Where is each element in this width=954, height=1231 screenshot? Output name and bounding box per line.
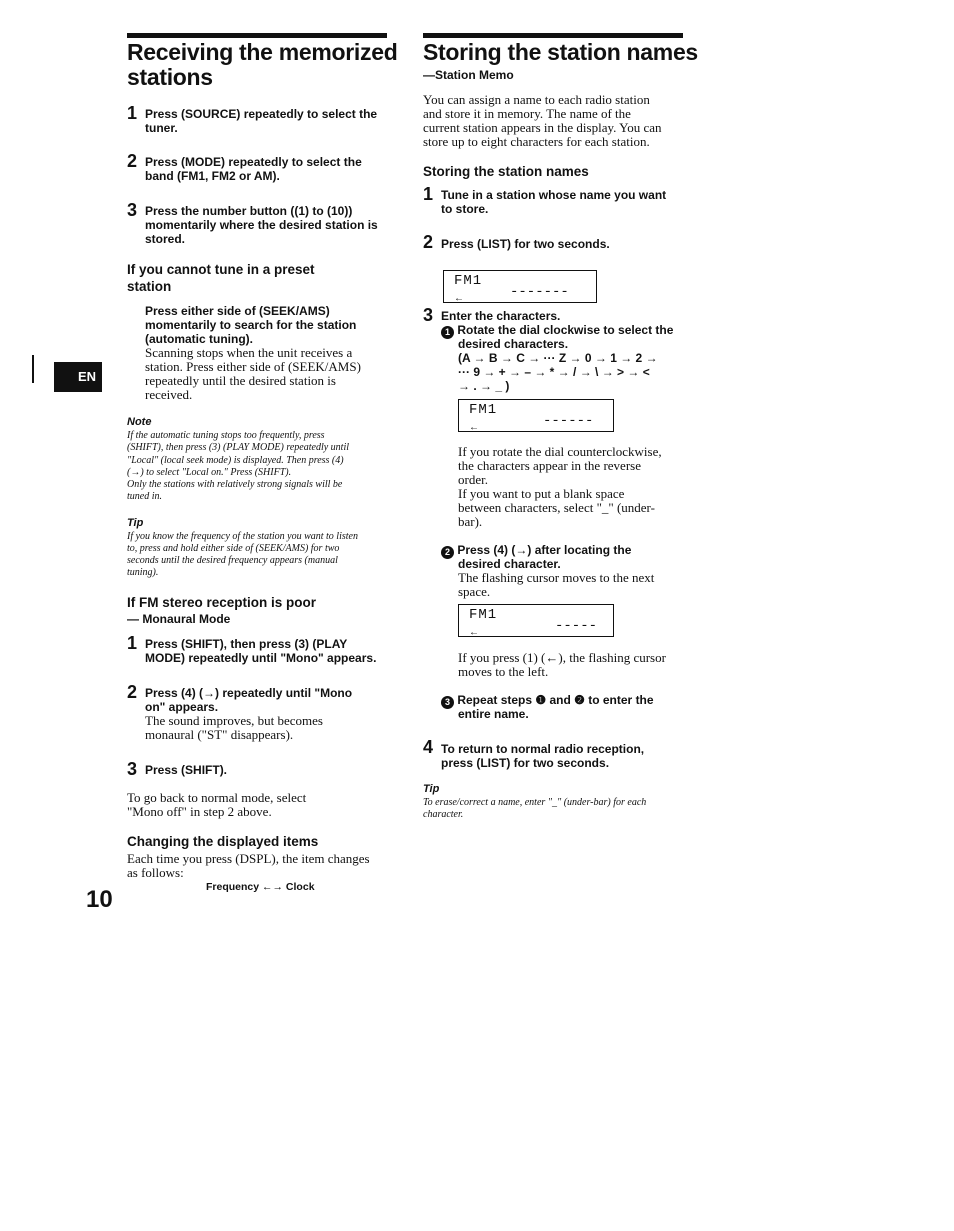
step-text: MODE) repeatedly until "Mono" appears.	[145, 651, 377, 665]
step-text: Press (SHIFT).	[145, 763, 228, 777]
step-body: bar).	[458, 514, 483, 529]
lcd-cursor-dashes: -------	[510, 284, 569, 300]
lcd-display-3	[458, 604, 614, 637]
display-sequence: Frequency ←→ Clock	[206, 881, 315, 893]
step-body: between characters, select "_" (under-	[458, 500, 655, 515]
tip-text: character.	[423, 809, 464, 820]
step-body: The sound improves, but becomes	[145, 713, 323, 728]
step-number: 2	[127, 682, 138, 702]
step-number: 4	[423, 737, 434, 757]
step-body: the characters appear in the reverse	[458, 458, 641, 473]
step-text: band (FM1, FM2 or AM).	[145, 169, 280, 183]
tip-label: Tip	[423, 783, 440, 795]
intro-text: and store it in memory. The name of the	[423, 106, 631, 121]
circled-three-icon: 3	[441, 696, 454, 709]
substep-text: entire name.	[458, 707, 529, 721]
language-tab: EN	[54, 362, 102, 392]
step-number: 3	[127, 200, 138, 220]
tip-text: tuning).	[127, 567, 159, 578]
substep-label: Press (4) (→) after locating the	[457, 543, 632, 557]
mono-subheading: — Monaural Mode	[127, 612, 231, 626]
lcd-display-1	[443, 270, 597, 303]
step-text: Press the number button ((1) to (10))	[145, 204, 353, 218]
preset-heading: If you cannot tune in a preset	[127, 262, 315, 277]
step-number: 1	[127, 633, 138, 653]
circled-two-icon: 2	[441, 546, 454, 559]
step-text: momentarily where the desired station is	[145, 218, 378, 232]
preset-body: Scanning stops when the unit receives a	[145, 345, 353, 360]
step-text: Press (MODE) repeatedly to select the	[145, 155, 362, 169]
step-body: monaural ("ST" disappears).	[145, 727, 294, 742]
tip-text: to, press and hold either side of (SEEK/AMS) for two	[127, 543, 340, 554]
left-arrow-icon: ←	[454, 293, 464, 304]
note-text: (→) to select "Local on." Press (SHIFT).	[127, 467, 292, 478]
display-body: as follows:	[127, 865, 184, 880]
right-subtitle: —Station Memo	[423, 68, 514, 82]
step-body: If you rotate the dial counterclockwise,	[458, 444, 662, 459]
preset-body: station. Press either side of (SEEK/AMS)	[145, 359, 361, 374]
lcd-band-label: FM1	[469, 607, 498, 623]
step-number: 2	[127, 151, 138, 171]
step-number: 1	[127, 103, 138, 123]
tab-marker	[32, 355, 34, 383]
step-text: To return to normal radio reception,	[441, 742, 645, 756]
tip-label: Tip	[127, 517, 144, 529]
note-text: "Local" (local seek mode) is displayed. Then press (4)	[127, 455, 344, 466]
preset-instruction: Press either side of (SEEK/AMS)	[145, 304, 330, 318]
step-text: Tune in a station whose name you want	[441, 188, 667, 202]
step-body: order.	[458, 472, 488, 487]
step-number: 3	[127, 759, 138, 779]
circled-one-icon: 1	[441, 326, 454, 339]
left-title-line2: stations	[127, 64, 213, 90]
step-text: on" appears.	[145, 700, 219, 714]
mono-back-text: "Mono off" in step 2 above.	[127, 804, 272, 819]
substep-text: desired characters.	[458, 337, 569, 351]
substep-label: Rotate the dial clockwise to select the	[457, 323, 674, 337]
tip-text: seconds until the desired frequency appears (manual	[127, 555, 338, 566]
note-text: (SHIFT), then press (3) (PLAY MODE) repeatedly until	[127, 442, 349, 453]
step-text: Press (4) (→) repeatedly until "Mono	[145, 686, 353, 700]
note-text: Only the stations with relatively strong signals will be	[127, 479, 343, 490]
step-text: Enter the characters.	[441, 309, 561, 323]
note-label: Note	[127, 416, 152, 428]
left-header-rule	[127, 33, 387, 38]
preset-instruction: momentarily to search for the station	[145, 318, 357, 332]
intro-text: store up to eight characters for each station.	[423, 134, 650, 149]
lcd-cursor-dashes: -----	[555, 618, 598, 634]
preset-body: repeatedly until the desired station is	[145, 373, 336, 388]
step-number: 1	[423, 184, 434, 204]
step-body: moves to the left.	[458, 664, 549, 679]
left-arrow-icon: ←	[469, 422, 479, 433]
preset-heading: station	[127, 279, 172, 294]
substep-text: desired character.	[458, 557, 561, 571]
substep-label: Repeat steps ❶ and ❷ to enter the	[457, 693, 654, 707]
lcd-band-label: FM1	[469, 402, 498, 418]
left-title-line1: Receiving the memorized	[127, 39, 398, 65]
storing-heading: Storing the station names	[423, 164, 589, 179]
preset-instruction: (automatic tuning).	[145, 332, 253, 346]
mono-heading: If FM stereo reception is poor	[127, 595, 317, 610]
step-text: press (LIST) for two seconds.	[441, 756, 610, 770]
note-text: tuned in.	[127, 491, 162, 502]
lcd-display-2	[458, 399, 614, 432]
tip-text: To erase/correct a name, enter "_" (under-bar) for each	[423, 797, 647, 808]
display-heading: Changing the displayed items	[127, 834, 319, 849]
step-body: The flashing cursor moves to the next	[458, 570, 655, 585]
left-arrow-icon: ←	[469, 627, 479, 638]
step-number: 2	[423, 232, 434, 252]
intro-text: current station appears in the display. You can	[423, 120, 662, 135]
lcd-cursor-dashes: ------	[543, 413, 594, 429]
lcd-band-label: FM1	[454, 273, 483, 289]
step-body: If you press (1) (←), the flashing cursor	[458, 650, 666, 665]
step-text: Press (SHIFT), then press (3) (PLAY	[145, 637, 348, 651]
mono-back-text: To go back to normal mode, select	[127, 790, 307, 805]
char-sequence: (A → B → C → ··· Z → 0 → 1 → 2 →	[458, 351, 658, 365]
step-number: 3	[423, 305, 434, 325]
step-text: tuner.	[145, 121, 178, 135]
page-number: 10	[86, 886, 113, 913]
display-body: Each time you press (DSPL), the item changes	[127, 851, 370, 866]
note-text: If the automatic tuning stops too frequently, press	[127, 430, 325, 441]
step-body: If you want to put a blank space	[458, 486, 625, 501]
preset-body: received.	[145, 387, 193, 402]
intro-text: You can assign a name to each radio station	[423, 92, 650, 107]
tip-text: If you know the frequency of the station you want to listen	[127, 531, 358, 542]
step-body: space.	[458, 584, 491, 599]
char-sequence: ··· 9 → + → – → * → / → \ → > → <	[458, 365, 650, 379]
char-sequence: → . → _ )	[458, 379, 510, 393]
right-header-rule	[423, 33, 683, 38]
step-text: to store.	[441, 202, 489, 216]
right-title: Storing the station names	[423, 39, 698, 65]
step-text: Press (LIST) for two seconds.	[441, 237, 610, 251]
step-text: stored.	[145, 232, 186, 246]
step-text: Press (SOURCE) repeatedly to select the	[145, 107, 378, 121]
